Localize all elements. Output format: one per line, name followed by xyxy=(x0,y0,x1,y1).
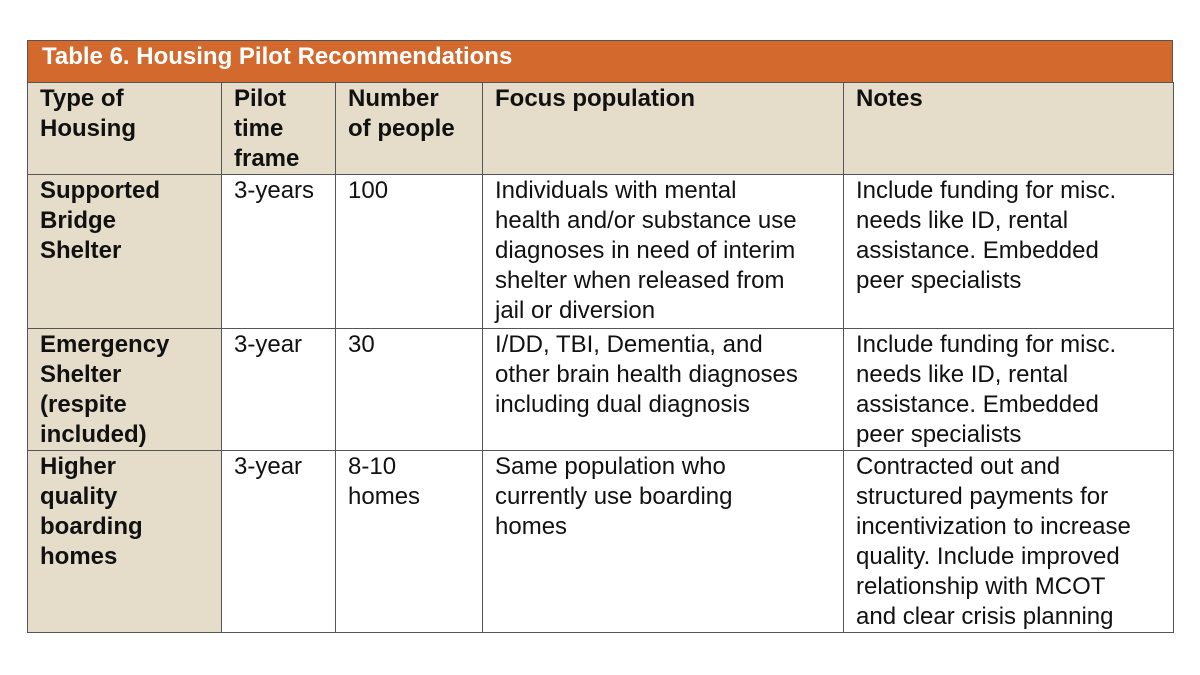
people-cell: 30 xyxy=(336,329,483,451)
housing-type-cell: Higher quality boarding homes xyxy=(28,451,222,633)
housing-type-cell: Emergency Shelter (respite included) xyxy=(28,329,222,451)
focus-cell: I/DD, TBI, Dementia, and other brain health diagnoses including dual diagnosis xyxy=(483,329,844,451)
header-row xyxy=(28,83,1174,175)
timeframe-cell: 3-year xyxy=(222,329,336,451)
timeframe-cell: 3-year xyxy=(222,451,336,633)
table-row xyxy=(28,175,1174,329)
people-cell: 100 xyxy=(336,175,483,329)
column-header-timeframe: Pilot time frame xyxy=(222,83,336,175)
focus-cell: Individuals with mental health and/or substance use diagnoses in need of interim shelter when released from jail or diversion xyxy=(483,175,844,329)
people-cell: 8-10 homes xyxy=(336,451,483,633)
notes-cell: Contracted out and structured payments for incentivization to increase quality. Include improved relationship with MCOT and clear crisis planning xyxy=(844,451,1174,633)
notes-cell: Include funding for misc. needs like ID, rental assistance. Embedded peer specialists xyxy=(844,329,1174,451)
timeframe-cell: 3-years xyxy=(222,175,336,329)
housing-pilot-table xyxy=(27,40,1173,633)
notes-cell: Include funding for misc. needs like ID, rental assistance. Embedded peer specialists xyxy=(844,175,1174,329)
recommendations-table xyxy=(27,82,1174,633)
column-header-notes: Notes xyxy=(844,83,1174,175)
focus-cell: Same population who currently use boarding homes xyxy=(483,451,844,633)
column-header-people: Number of people xyxy=(336,83,483,175)
table-row xyxy=(28,329,1174,451)
column-header-focus: Focus population xyxy=(483,83,844,175)
housing-type-cell: Supported Bridge Shelter xyxy=(28,175,222,329)
column-header-type: Type of Housing xyxy=(28,83,222,175)
table-title: Table 6. Housing Pilot Recommendations xyxy=(27,40,1173,82)
table-row xyxy=(28,451,1174,633)
